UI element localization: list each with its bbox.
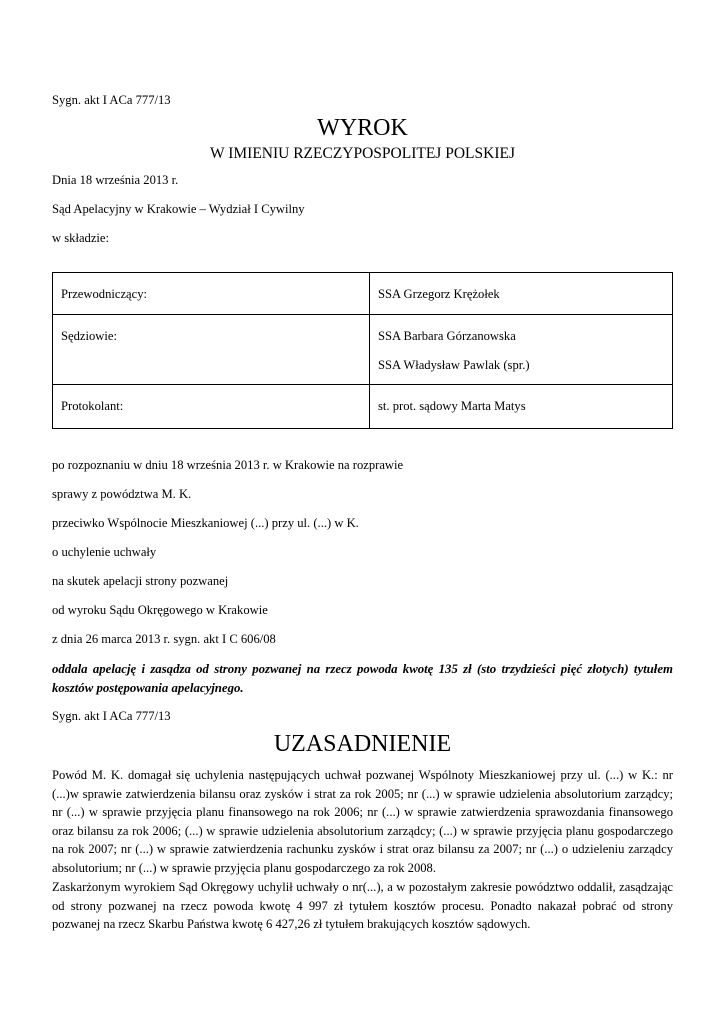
judgment-date: Dnia 18 września 2013 r. xyxy=(52,173,179,187)
document-title: WYROK xyxy=(317,115,408,141)
table-row xyxy=(53,273,673,315)
case-number-top: Sygn. akt I ACa 777/13 xyxy=(52,93,171,107)
justification-heading: UZASADNIENIE xyxy=(273,731,452,757)
verdict-text: oddala apelację i zasądza od strony pozwanej na rzecz powoda kwotę 135 zł (sto trzydzieści pięć złotych) tytułem kosztów postępowania apelacyjnego. xyxy=(52,662,673,695)
judges-cell xyxy=(370,315,673,385)
case-number-justification: Sygn. akt I ACa 777/13 xyxy=(52,709,171,723)
judge-2: SSA Władysław Pawlak (spr.) xyxy=(378,358,530,372)
proceedings-line-2: sprawy z powództwa M. K. xyxy=(52,487,192,501)
justification-paragraph-1: Powód M. K. domagał się uchylenia następujących uchwał pozwanej Wspólnoty Mieszkaniowej przy ul. (...) w K.: nr (...)w sprawie zatwierdzenia bilansu oraz zysków i strat za rok 2005; nr (...) w sprawie udzielenia absolutorium zarządcy; nr (...) w sprawie przyjęcia planu finansowego na rok 2006; nr (...) w sprawie zatwierdzenia sprawozdania finansowego oraz bilansu za rok 2006; (...) w sprawie udzielenia absolutorium zarządcy; (...) w sprawie przyjęcia planu gospodarczego na rok 2007; nr (...) w sprawie zatwierdzenia rachunku zysków i strat oraz bilansu za 2007; nr (...) o udzieleniu zarządcy absolutorium; nr (...) w sprawie przyjęcia planu gospodarczego za rok 2008. xyxy=(52,768,673,875)
court-panel-table xyxy=(52,272,673,429)
clerk-label: Protokolant: xyxy=(53,385,370,429)
proceedings-line-7: z dnia 26 marca 2013 r. sygn. akt I C 606/08 xyxy=(52,632,276,646)
presiding-label: Przewodniczący: xyxy=(53,273,370,315)
justification-paragraph-2: Zaskarżonym wyrokiem Sąd Okręgowy uchylił uchwały o nr(...), a w pozostałym zakresie powództwo oddalił, zasądzając od strony pozwanej na rzecz powoda kwotę 4 997 zł tytułem kosztów procesu. Ponadto nakazał pobrać od strony pozwanej na rzecz Skarbu Państwa kwotę 6 427,26 zł tytułem brakujących kosztów sądowych. xyxy=(52,880,673,932)
table-row xyxy=(53,385,673,429)
clerk-value: st. prot. sądowy Marta Matys xyxy=(370,385,673,429)
table-row xyxy=(53,315,673,385)
court-name: Sąd Apelacyjny w Krakowie – Wydział I Cywilny xyxy=(52,202,305,216)
judges-label: Sędziowie: xyxy=(53,315,370,385)
proceedings-line-5: na skutek apelacji strony pozwanej xyxy=(52,574,229,588)
composition-label: w składzie: xyxy=(52,231,110,245)
presiding-value: SSA Grzegorz Krężołek xyxy=(370,273,673,315)
proceedings-line-4: o uchylenie uchwały xyxy=(52,545,157,559)
document-subtitle: W IMIENIU RZECZYPOSPOLITEJ POLSKIEJ xyxy=(210,145,515,162)
proceedings-line-1: po rozpoznaniu w dniu 18 września 2013 r. w Krakowie na rozprawie xyxy=(52,458,404,472)
proceedings-line-6: od wyroku Sądu Okręgowego w Krakowie xyxy=(52,603,268,617)
proceedings-line-3: przeciwko Wspólnocie Mieszkaniowej (...) przy ul. (...) w K. xyxy=(52,516,359,530)
judge-1: SSA Barbara Górzanowska xyxy=(378,329,516,343)
